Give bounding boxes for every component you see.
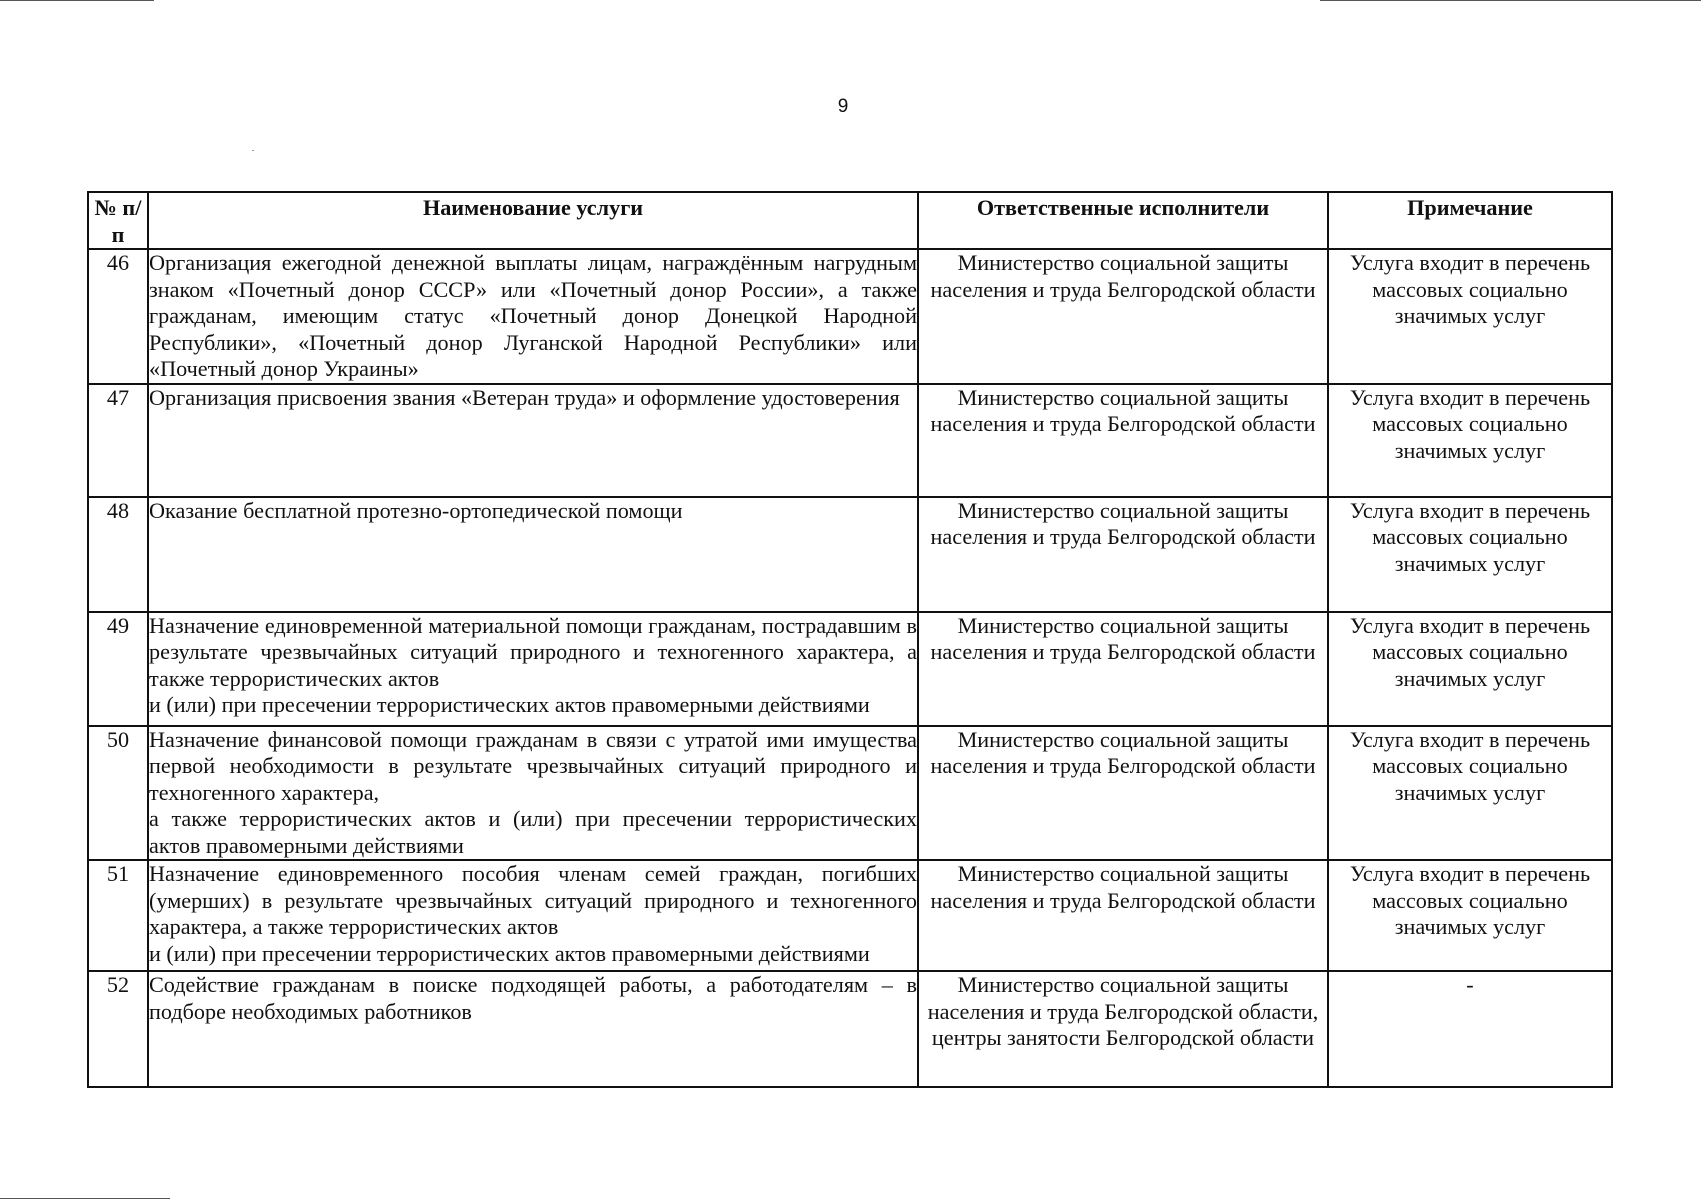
note: Услуга входит в перечень массовых социально значимых услуг bbox=[1328, 726, 1612, 861]
service-name: Организация присвоения звания «Ветеран труда» и оформление удостоверения bbox=[148, 384, 918, 497]
header-note: Примечание bbox=[1328, 192, 1612, 249]
note: Услуга входит в перечень массовых социально значимых услуг bbox=[1328, 384, 1612, 497]
service-name bbox=[148, 860, 918, 971]
header-service-name: Наименование услуги bbox=[148, 192, 918, 249]
header-num: № п/п bbox=[88, 192, 148, 249]
note: Услуга входит в перечень массовых социально значимых услуг bbox=[1328, 612, 1612, 726]
row-number: 46 bbox=[88, 249, 148, 384]
table-row bbox=[88, 612, 1612, 726]
service-name-main: Назначение единовременной материальной помощи гражданам, пострадавшим в результате чрезвычайных ситуаций природного и техногенного характера, а также террористических актов bbox=[149, 612, 917, 691]
executors: Министерство социальной защиты населения и труда Белгородской области bbox=[918, 726, 1328, 861]
service-name-tail: а также террористических актов и (или) при пресечении террористических актов правомерными действиями bbox=[149, 806, 917, 858]
service-name: Содействие гражданам в поиске подходящей работы, а работодателям – в подборе необходимых работников bbox=[148, 971, 918, 1087]
service-name bbox=[148, 612, 918, 726]
service-name: Оказание бесплатной протезно-ортопедической помощи bbox=[148, 497, 918, 612]
table-row bbox=[88, 497, 1612, 612]
note: Услуга входит в перечень массовых социально значимых услуг bbox=[1328, 249, 1612, 384]
scan-edge-bottom-left bbox=[0, 1198, 170, 1199]
row-number: 52 bbox=[88, 971, 148, 1087]
table-row bbox=[88, 860, 1612, 971]
scan-edge-top-left bbox=[0, 0, 154, 1]
scan-edge-top-right bbox=[1320, 0, 1701, 1]
header-executors: Ответственные исполнители bbox=[918, 192, 1328, 249]
table-row bbox=[88, 384, 1612, 497]
service-name-tail: и (или) при пресечении террористических актов правомерными действиями bbox=[149, 940, 870, 966]
services-table bbox=[87, 191, 1613, 1088]
note: Услуга входит в перечень массовых социально значимых услуг bbox=[1328, 497, 1612, 612]
table-row bbox=[88, 249, 1612, 384]
row-number: 47 bbox=[88, 384, 148, 497]
service-name: Организация ежегодной денежной выплаты лицам, награждённым нагрудным знаком «Почетный донор СССР» или «Почетный донор России», а также гражданам, имеющим статус «Почетный донор Донецкой Народной Республики», «Почетный донор Луганской Народной Республики» или «Почетный донор Украины» bbox=[148, 249, 918, 384]
table-header-row bbox=[88, 192, 1612, 249]
table-row bbox=[88, 971, 1612, 1087]
scan-speck bbox=[252, 150, 254, 151]
executors: Министерство социальной защиты населения и труда Белгородской области bbox=[918, 384, 1328, 497]
row-number: 48 bbox=[88, 497, 148, 612]
executors: Министерство социальной защиты населения и труда Белгородской области bbox=[918, 860, 1328, 971]
executors: Министерство социальной защиты населения и труда Белгородской области bbox=[918, 249, 1328, 384]
service-name-main: Назначение финансовой помощи гражданам в связи с утратой ими имущества первой необходимости в результате чрезвычайных ситуаций природного и техногенного характера, bbox=[149, 726, 917, 805]
row-number: 49 bbox=[88, 612, 148, 726]
executors: Министерство социальной защиты населения и труда Белгородской области bbox=[918, 497, 1328, 612]
service-name-main: Назначение единовременного пособия членам семей граждан, погибших (умерших) в результате чрезвычайных ситуаций природного и техногенного характера, а также террористических актов bbox=[149, 861, 917, 939]
service-name bbox=[148, 726, 918, 861]
table-row bbox=[88, 726, 1612, 861]
executors: Министерство социальной защиты населения и труда Белгородской области bbox=[918, 612, 1328, 726]
note: - bbox=[1328, 971, 1612, 1087]
row-number: 50 bbox=[88, 726, 148, 861]
row-number: 51 bbox=[88, 860, 148, 971]
service-name-tail: и (или) при пресечении террористических актов правомерными действиями bbox=[149, 692, 870, 717]
note: Услуга входит в перечень массовых социально значимых услуг bbox=[1328, 860, 1612, 971]
executors: Министерство социальной защиты населения и труда Белгородской области, центры занятости Белгородской области bbox=[918, 971, 1328, 1087]
page-number: 9 bbox=[837, 96, 849, 117]
